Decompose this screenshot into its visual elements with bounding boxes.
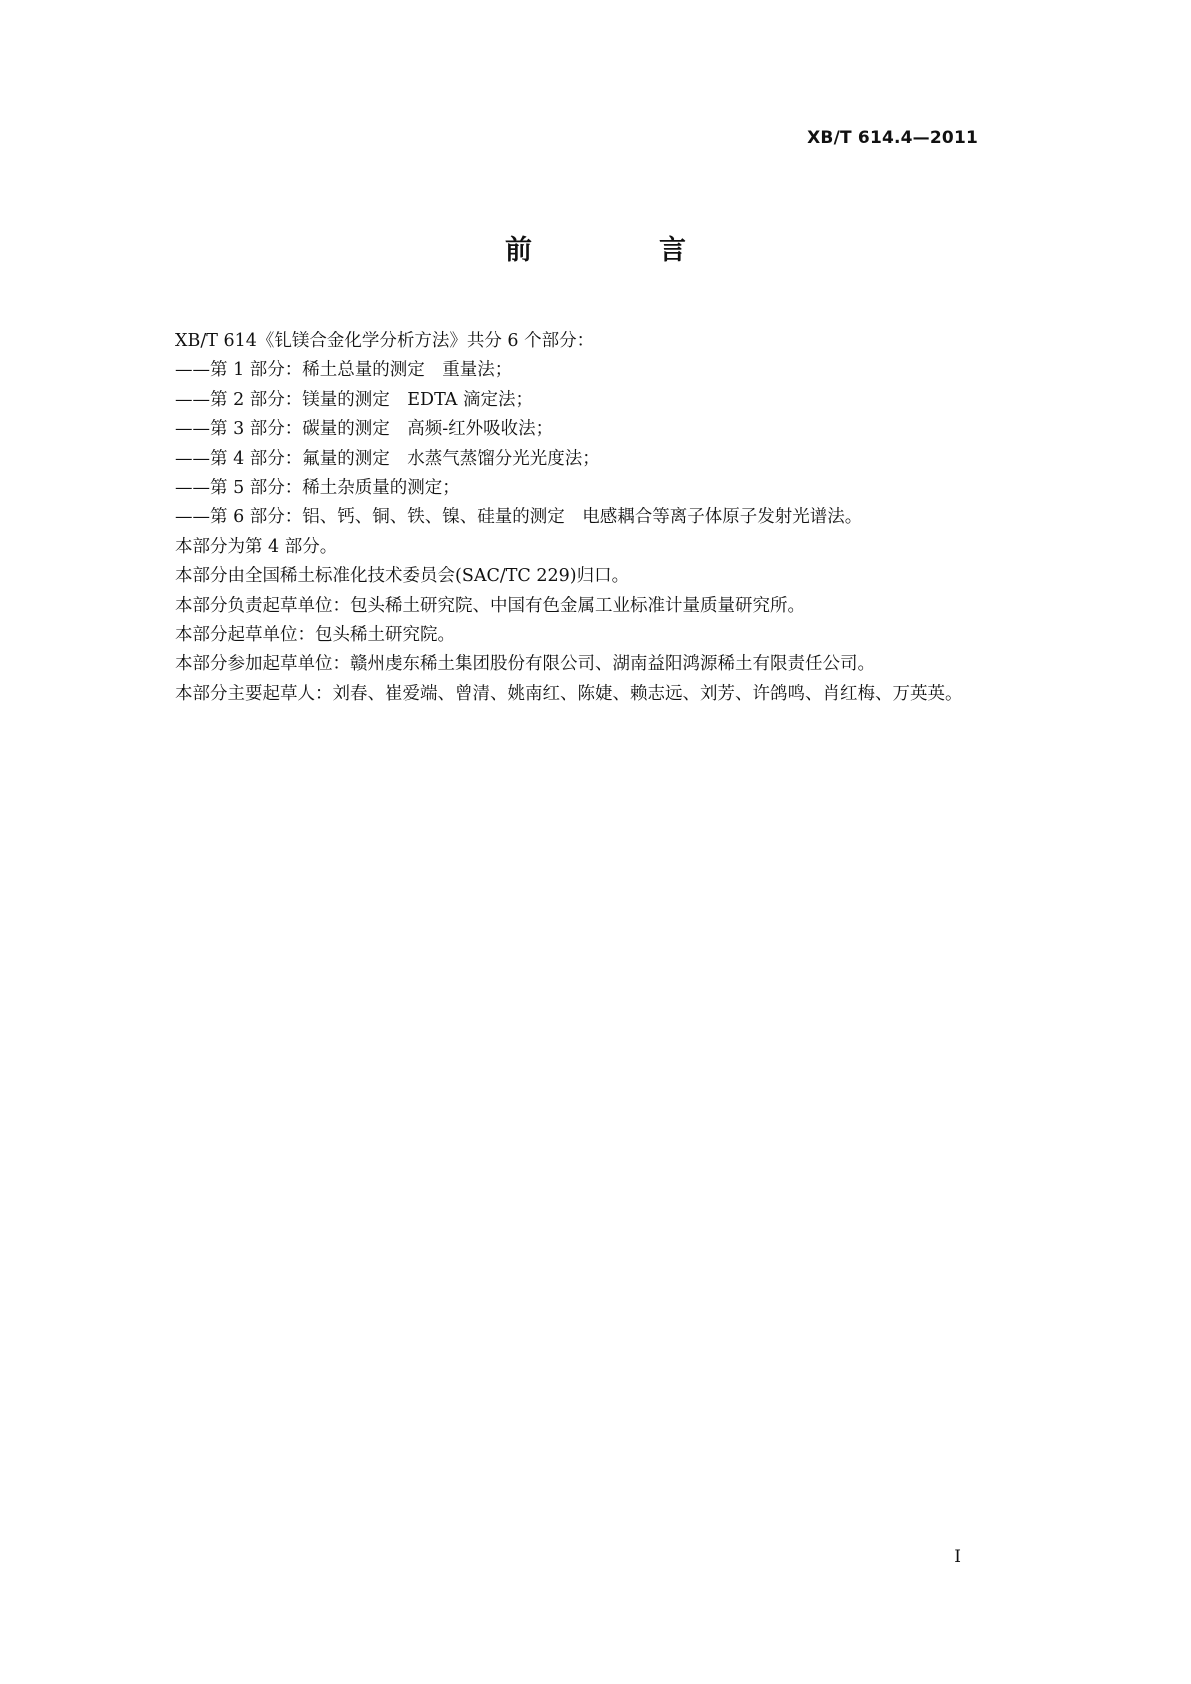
main-drafters-line: 本部分主要起草人：刘春、崔爱端、曾清、姚南红、陈婕、赖志远、刘芳、许鸽鸣、肖红梅、万英英。 [175, 683, 963, 704]
part-3-line: ——第 3 部分：碳量的测定 高频-红外吸收法； [175, 419, 554, 440]
page-number: I [954, 1547, 961, 1567]
committee-line: 本部分由全国稀土标准化技术委员会(SAC/TC 229)归口。 [175, 566, 630, 587]
page-title: 前 言 [505, 235, 736, 266]
participating-drafter-line: 本部分参加起草单位：赣州虔东稀土集团股份有限公司、湖南益阳鸿源稀土有限责任公司。 [175, 654, 875, 675]
responsible-drafter-line: 本部分负责起草单位：包头稀土研究院、中国有色金属工业标准计量质量研究所。 [175, 595, 805, 616]
foreword-body [175, 327, 1015, 709]
intro-line: XB/T 614《钆镁合金化学分析方法》共分 6 个部分： [175, 331, 595, 351]
part-5-line: ——第 5 部分：稀土杂质量的测定； [175, 478, 460, 499]
part-1-line: ——第 1 部分：稀土总量的测定 重量法； [175, 360, 513, 381]
part-6-line: ——第 6 部分：铝、钙、铜、铁、镍、硅量的测定 电感耦合等离子体原子发射光谱法。 [175, 507, 863, 528]
this-part-line: 本部分为第 4 部分。 [175, 536, 338, 557]
document-number: XB/T 614.4—2011 [807, 128, 978, 148]
drafter-line: 本部分起草单位：包头稀土研究院。 [175, 625, 455, 646]
part-4-line: ——第 4 部分：氟量的测定 水蒸气蒸馏分光光度法； [175, 448, 600, 469]
part-2-line: ——第 2 部分：镁量的测定 EDTA 滴定法； [175, 389, 533, 410]
